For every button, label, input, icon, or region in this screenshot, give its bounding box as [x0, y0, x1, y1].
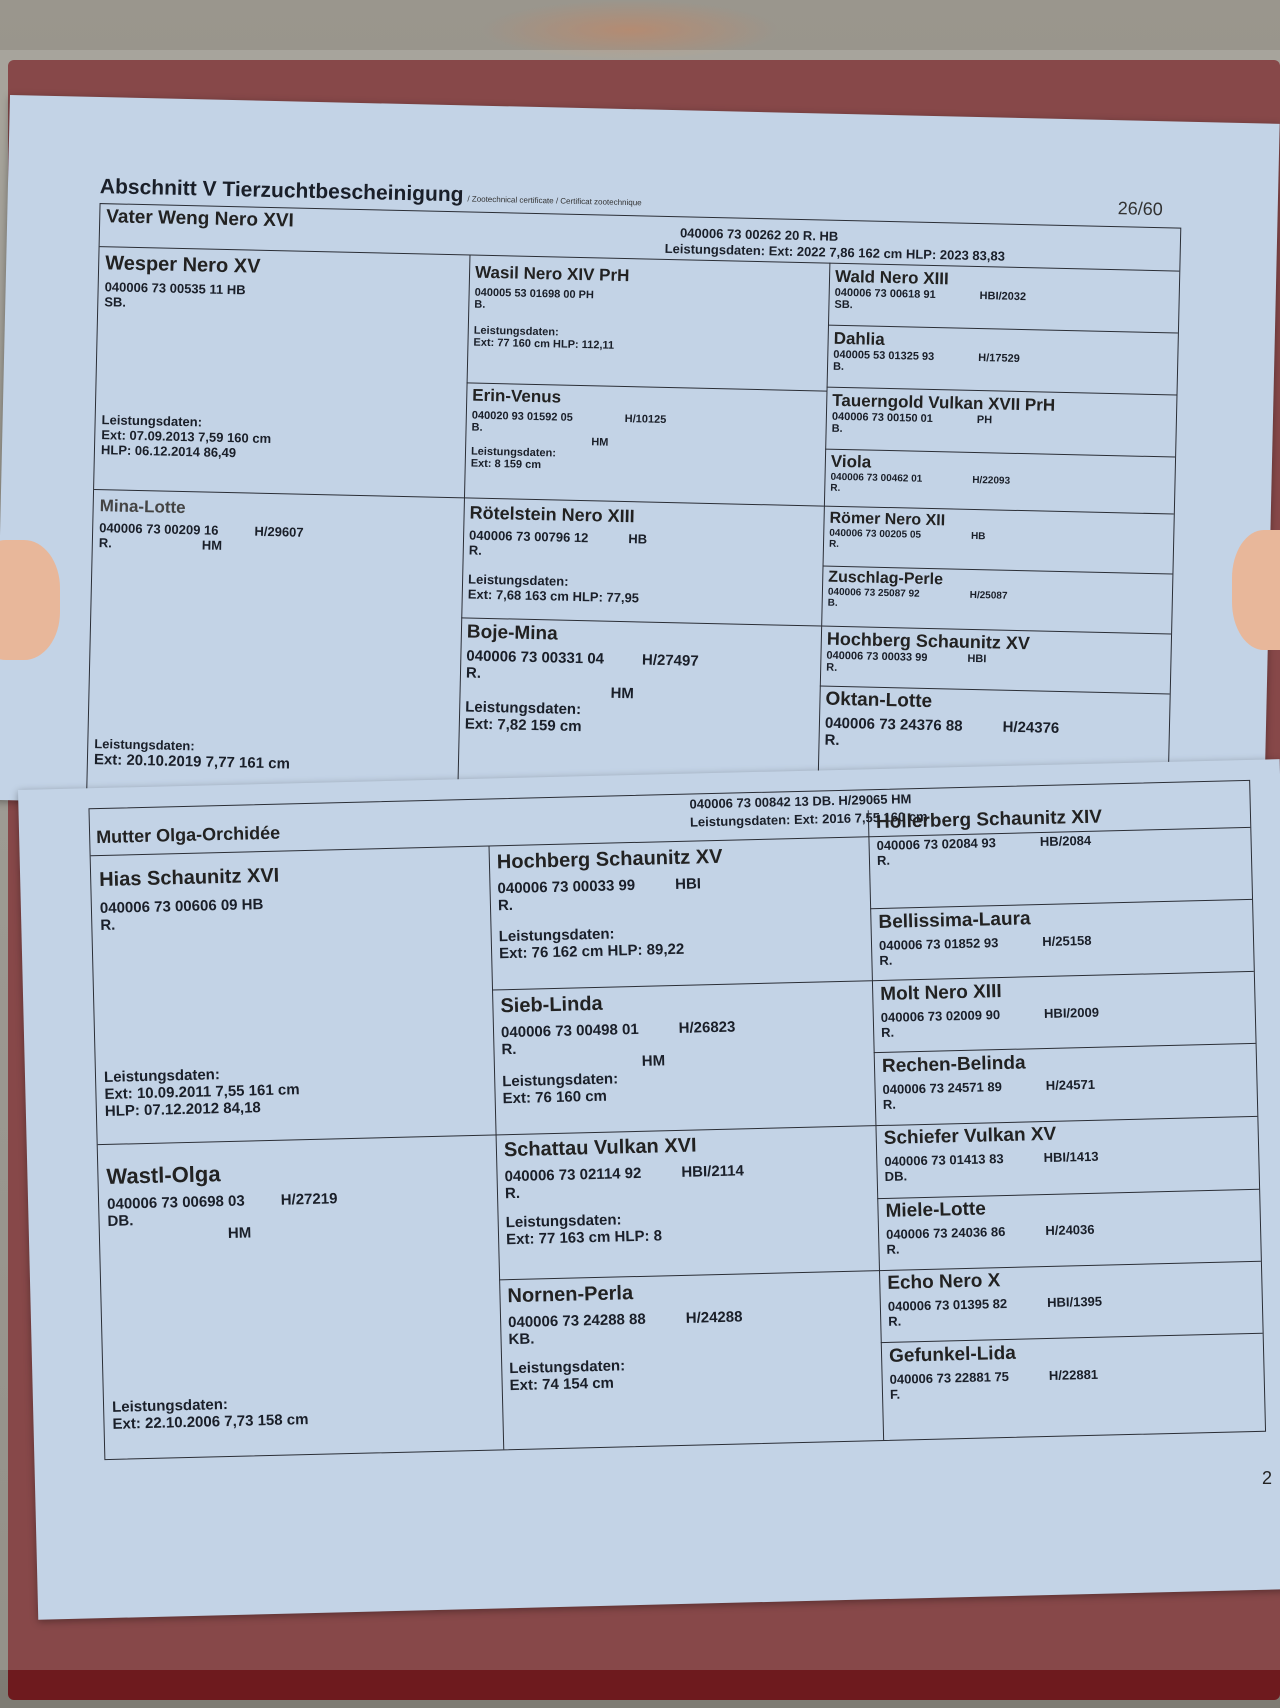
- dam-mggm1-herd: H/24036: [1045, 1221, 1095, 1239]
- sire-ggm2-mark: R.: [830, 482, 841, 494]
- sire-mggf2-cell: [826, 629, 1167, 682]
- dam-ggm2-id: 040006 73 24571 89: [882, 1079, 1003, 1097]
- sire-ggm2-name: Viola: [830, 451, 872, 472]
- dam-mggf1-herd: HBI/1413: [1043, 1148, 1099, 1166]
- sire-gf-cell: [473, 263, 629, 352]
- sire-mother-name: Mina-Lotte: [99, 496, 186, 518]
- dam-mggm2-herd: H/22881: [1048, 1366, 1099, 1383]
- dam-father-name: Hias Schaunitz XVI: [98, 864, 280, 892]
- sire-mggf2-mark: R.: [826, 661, 838, 674]
- sire-mgm-name: Boje-Mina: [466, 621, 558, 645]
- dam-ggf1-id: 040006 73 02084 93: [876, 835, 997, 854]
- header-divider: [100, 246, 1180, 272]
- sire-mggf2-id: 040006 73 00033 99: [826, 649, 928, 664]
- dam-gm-perf: Ext: 76 160 cm: [502, 1087, 608, 1108]
- sire-gm-id: 040020 93 01592 05: [471, 409, 573, 424]
- dam-mggm1-id: 040006 73 24036 86: [885, 1224, 1006, 1242]
- dam-mggm1-cell: [885, 1192, 1256, 1257]
- sire-father-hlp: HLP: 06.12.2014 86,49: [100, 442, 237, 461]
- sire-mother-cell: [99, 496, 460, 558]
- perf-label: Leistungsdaten:: [502, 1070, 619, 1091]
- sire-mggf1-name: Römer Nero XII: [829, 509, 946, 530]
- dam-ggm1-mark: R.: [879, 952, 893, 969]
- dam-mgm-perf: Ext: 74 154 cm: [509, 1374, 615, 1395]
- sire-gf-perf: Ext: 77 160 cm HLP: 112,11: [473, 336, 615, 352]
- sire-gm-hm: HM: [591, 436, 609, 449]
- dam-id: 040006 73 00842 13 DB. H/29065 HM: [689, 791, 912, 812]
- perf-label: Leistungsdaten:: [111, 1396, 229, 1416]
- sire-ggm1-herd: H/17529: [978, 352, 1020, 365]
- sire-mother-id: 040006 73 00209 16: [99, 520, 219, 538]
- sire-pedigree-table: [86, 203, 1181, 814]
- dam-mgf-perf: Ext: 77 163 cm HLP: 8: [505, 1227, 663, 1249]
- perf-label: Leistungsdaten:: [509, 1357, 626, 1378]
- sire-ggf1-cell: [834, 267, 1175, 319]
- left-thumb: [0, 540, 60, 660]
- perf-label: Leistungsdaten:: [498, 925, 615, 946]
- dam-gm-name: Sieb-Linda: [500, 992, 603, 1018]
- perf-label: Leistungsdaten:: [465, 698, 582, 719]
- sire-mggm1-cell: [828, 569, 1169, 617]
- sire-mother-perf: [94, 736, 291, 772]
- dam-mgm-id: 040006 73 24288 88: [507, 1310, 646, 1332]
- dam-gm-id: 040006 73 00498 01: [500, 1020, 639, 1042]
- sire-performance: Leistungsdaten: Ext: 2022 7,86 162 cm HLP: 2023 83,83: [664, 240, 1006, 264]
- dam-father-ext: Ext: 10.09.2011 7,55 161 cm: [104, 1081, 300, 1103]
- dam-mggf2-name: Echo Nero X: [887, 1270, 1001, 1294]
- sire-mggm2-mark: R.: [824, 731, 840, 749]
- sire-gm-mark: B.: [471, 421, 483, 434]
- dam-mggf2-mark: R.: [888, 1313, 902, 1329]
- sire-ggm2-cell: [830, 452, 1171, 502]
- dam-mgm-mark: KB.: [508, 1330, 535, 1349]
- sire-father-ext: Ext: 07.09.2013 7,59 160 cm: [101, 427, 272, 447]
- sire-mgf-id: 040006 73 00796 12: [468, 527, 589, 546]
- dam-ggm1-herd: H/25158: [1042, 932, 1092, 950]
- sire-mggm1-id: 040006 73 25087 92: [827, 586, 920, 600]
- dam-ggm1-cell: [878, 903, 1249, 968]
- dam-performance: Leistungsdaten: Ext: 2016 7,55 160 cm: [689, 808, 928, 830]
- sire-page: [0, 95, 1280, 829]
- sire-mgm-mark: R.: [465, 664, 482, 682]
- sire-mggf2-name: Hochberg Schaunitz XV: [826, 628, 1031, 654]
- dam-mggm2-name: Gefunkel-Lida: [888, 1342, 1017, 1367]
- sire-mother-hm: HM: [201, 537, 223, 553]
- sire-mgm-herd: H/27497: [641, 651, 699, 670]
- dam-father-perf: [104, 1064, 300, 1120]
- perf-label: Leistungsdaten:: [470, 445, 557, 460]
- sire-ggf2-id: 040006 73 00150 01: [831, 410, 933, 426]
- perf-label: Leistungsdaten:: [467, 571, 569, 589]
- sire-ggm1-id: 040005 53 01325 93: [833, 348, 935, 364]
- dam-mgf-name: Schattau Vulkan XVI: [503, 1134, 697, 1162]
- page-number: 26/60: [1117, 198, 1163, 220]
- sire-mggm2-cell: [824, 689, 1165, 757]
- dam-ggf1-name: Hollerberg Schaunitz XIV: [875, 806, 1103, 834]
- sire-mother-mark: R.: [98, 535, 113, 551]
- sire-mgf-name: Rötelstein Nero XIII: [469, 502, 635, 527]
- dam-father-cell: [99, 865, 281, 934]
- dam-mother-herd: H/27219: [280, 1190, 338, 1209]
- sire-ggm2-herd: H/22093: [972, 474, 1011, 487]
- dam-mggf1-mark: DB.: [884, 1168, 908, 1184]
- sire-ggm2-id: 040006 73 00462 01: [830, 471, 923, 485]
- dam-ggm1-id: 040006 73 01852 93: [878, 935, 999, 954]
- dam-ggf1-herd: HB/2084: [1039, 832, 1092, 850]
- section-title-text: Abschnitt V Tierzuchtbescheinigung: [99, 175, 464, 207]
- dam-mother-name: Wastl-Olga: [106, 1161, 221, 1189]
- sire-father-mark: SB.: [104, 294, 127, 310]
- section-subtitle: / Zootechnical certificate / Certificat zootechnique: [467, 194, 642, 208]
- dam-mother-id: 040006 73 00698 03: [106, 1192, 245, 1213]
- sire-mggf1-id: 040006 73 00205 05: [829, 527, 922, 541]
- dam-label: Mutter Olga-Orchidée: [95, 822, 281, 848]
- sire-mggm2-herd: H/24376: [1002, 718, 1060, 737]
- sire-ggf2-cell: [832, 391, 1173, 443]
- dam-gm-cell: [500, 986, 863, 1107]
- dam-mggm1-mark: R.: [886, 1241, 900, 1257]
- dam-mgf-herd: HBI/2114: [681, 1162, 745, 1181]
- sire-ggf2-herd: PH: [976, 414, 993, 427]
- sire-father-perf: [101, 412, 272, 461]
- dam-ggm2-cell: [882, 1047, 1253, 1112]
- dam-gf-id: 040006 73 00033 99: [497, 876, 636, 898]
- sire-label: Vater Weng Nero XVI: [106, 206, 295, 232]
- sire-father-name: Wesper Nero XV: [104, 252, 261, 278]
- dam-gm-mark: R.: [501, 1040, 517, 1059]
- dam-gf-perf: Ext: 76 162 cm HLP: 89,22: [498, 940, 685, 963]
- dam-ggm2-herd: H/24571: [1045, 1076, 1096, 1093]
- dam-ggm2-name: Rechen-Belinda: [881, 1052, 1026, 1077]
- sire-gf-mark: B.: [474, 298, 486, 311]
- dam-mother-mark: DB.: [107, 1212, 134, 1230]
- dam-mggf2-herd: HBI/1395: [1046, 1293, 1103, 1311]
- right-thumb: [1232, 530, 1280, 650]
- dam-mggm2-cell: [889, 1337, 1260, 1402]
- dam-mggf1-name: Schiefer Vulkan XV: [883, 1123, 1057, 1149]
- dam-mother-ext: Ext: 22.10.2006 7,73 158 cm: [112, 1411, 309, 1433]
- dam-father-id: 040006 73 00606 09 HB: [99, 896, 264, 918]
- sire-mother-herd: H/29607: [254, 523, 304, 540]
- sire-father-cell: [104, 252, 261, 313]
- sire-mggf1-herd: HB: [970, 530, 986, 543]
- perf-label: Leistungsdaten:: [103, 1066, 221, 1086]
- sire-ggf2-name: Tauerngold Vulkan XVII PrH: [832, 390, 1056, 415]
- sire-ggm1-mark: B.: [832, 360, 845, 373]
- dam-pedigree-table: [88, 780, 1266, 1460]
- sire-ggf1-mark: SB.: [834, 298, 853, 312]
- dam-mgm-herd: H/24288: [685, 1308, 743, 1327]
- perf-label: Leistungsdaten:: [101, 412, 203, 430]
- sire-mgm-perf: Ext: 7,82 159 cm: [464, 715, 582, 736]
- sire-ggf1-herd: HBI/2032: [979, 290, 1027, 304]
- sire-id: 040006 73 00262 20 R. HB: [679, 225, 839, 244]
- dam-mgm-name: Nornen-Perla: [507, 1282, 634, 1308]
- dam-page: [18, 759, 1280, 1620]
- dam-ggf2-id: 040006 73 02009 90: [880, 1007, 1001, 1025]
- dam-father-mark: R.: [100, 916, 116, 935]
- sire-ggm1-name: Dahlia: [833, 328, 885, 349]
- dam-gf-name: Hochberg Schaunitz XV: [496, 845, 723, 874]
- dam-mgf-id: 040006 73 02114 92: [504, 1164, 642, 1186]
- sire-mggm2-id: 040006 73 24376 88: [824, 714, 963, 735]
- perf-label: Leistungsdaten:: [94, 736, 195, 754]
- dam-mother-cell: [106, 1155, 488, 1245]
- sire-mgf-mark: R.: [468, 542, 482, 558]
- sire-mgm-id: 040006 73 00331 04: [466, 647, 605, 668]
- dam-mgf-mark: R.: [504, 1184, 521, 1203]
- sire-mggm1-mark: B.: [827, 597, 838, 609]
- dam-mggm1-name: Miele-Lotte: [885, 1198, 987, 1222]
- sire-ggf1-id: 040006 73 00618 91: [834, 286, 936, 302]
- sire-mgf-herd: HB: [628, 531, 648, 547]
- sire-gf-name: Wasil Nero XIV PrH: [474, 262, 630, 286]
- dam-mother-hm: HM: [227, 1224, 252, 1243]
- dam-ggf2-name: Molt Nero XIII: [879, 981, 1002, 1005]
- dam-gf-mark: R.: [497, 896, 514, 915]
- dam-mother-perf: [112, 1394, 309, 1433]
- sire-mother-ext: Ext: 20.10.2019 7,77 161 cm: [93, 751, 291, 773]
- next-page-number: 2: [1262, 1468, 1273, 1488]
- dam-gm-hm: HM: [641, 1052, 666, 1070]
- sire-mggm1-name: Zuschlag-Perle: [828, 568, 944, 589]
- sire-gm-name: Erin-Venus: [472, 385, 562, 407]
- sire-gf-id: 040005 53 01698 00 PH: [474, 286, 595, 302]
- dam-mggf2-cell: [887, 1264, 1258, 1329]
- sire-mggf2-herd: HBI: [967, 652, 987, 666]
- perf-label: Leistungsdaten:: [505, 1211, 622, 1232]
- sire-mgm-hm: HM: [610, 684, 635, 703]
- sire-mggf1-mark: R.: [828, 538, 840, 550]
- sire-gm-cell: [471, 386, 813, 478]
- dam-mggf1-id: 040006 73 01413 83: [884, 1151, 1004, 1169]
- sire-ggf1-name: Wald Nero XIII: [834, 266, 949, 289]
- sire-mggm1-herd: H/25087: [969, 589, 1008, 602]
- sire-ggf2-mark: B.: [831, 422, 843, 435]
- dam-mgf-cell: [504, 1130, 867, 1248]
- sire-mggf1-cell: [829, 510, 1170, 558]
- dam-ggf2-herd: HBI/2009: [1043, 1004, 1100, 1021]
- dam-mgm-cell: [507, 1276, 870, 1394]
- dam-mggf2-id: 040006 73 01395 82: [887, 1295, 1008, 1314]
- sire-gm-herd: H/10125: [624, 413, 667, 426]
- dam-ggm2-mark: R.: [882, 1096, 897, 1112]
- sire-gm-perf: Ext: 8 159 cm: [470, 457, 542, 472]
- dam-mggf1-cell: [884, 1119, 1255, 1184]
- dam-gf-cell: [497, 843, 860, 963]
- dam-ggm1-name: Bellissima-Laura: [878, 908, 1031, 934]
- sire-mgf-perf: Ext: 7,68 163 cm HLP: 77,95: [467, 586, 640, 606]
- dam-ggf2-cell: [880, 975, 1251, 1040]
- dam-gf-herd: HBI: [674, 875, 702, 893]
- sire-mgf-cell: [468, 503, 810, 610]
- dam-mggm2-mark: F.: [889, 1386, 901, 1402]
- dam-ggf1-cell: [876, 803, 1247, 868]
- dam-ggf1-mark: R.: [876, 852, 891, 869]
- perf-label: Leistungsdaten:: [473, 324, 559, 339]
- sire-father-id: 040006 73 00535 11 HB: [104, 279, 246, 298]
- dam-ggf2-mark: R.: [880, 1024, 895, 1040]
- dam-gm-herd: H/26823: [678, 1018, 736, 1037]
- sire-mggm2-name: Oktan-Lotte: [825, 688, 933, 713]
- dam-mggm2-id: 040006 73 22881 75: [889, 1368, 1010, 1387]
- sire-ggm1-cell: [833, 329, 1174, 381]
- sire-mgm-cell: [465, 622, 807, 741]
- dam-father-hlp: HLP: 07.12.2012 84,18: [104, 1099, 261, 1120]
